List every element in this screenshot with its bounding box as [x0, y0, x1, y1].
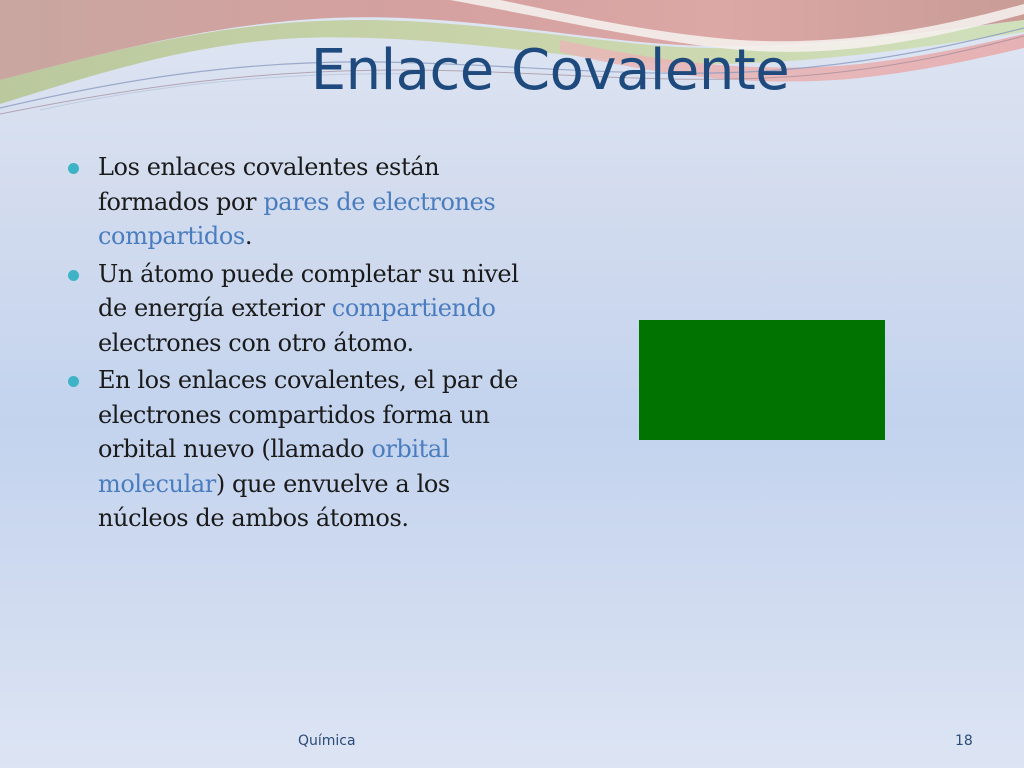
- bullet-item: [60, 150, 530, 254]
- page-number: 18: [955, 733, 973, 749]
- bullet-text-segment: ) que envuelve a los núcleos de ambos átomos.: [98, 469, 450, 532]
- bullet-list: [60, 150, 530, 539]
- highlighted-term: pares de electrones compartidos: [98, 187, 496, 250]
- highlighted-term: orbital molecular: [98, 435, 450, 498]
- bullet-text-segment: Los enlaces covalentes están formados por: [98, 153, 440, 216]
- bullet-text-segment: En los enlaces covalentes, el par de electrones compartidos forma un orbital nuevo (llamado: [98, 366, 518, 463]
- bullet-item: [60, 363, 530, 536]
- slide-title: Enlace Covalente: [310, 38, 790, 103]
- footer-subject: Química: [298, 733, 356, 749]
- bullet-text: [98, 260, 519, 357]
- bullet-item: [60, 257, 530, 361]
- bullet-text: [98, 153, 495, 250]
- bullet-text-segment: Un átomo puede completar su nivel de energía exterior: [98, 259, 519, 322]
- bullet-text: [98, 366, 518, 532]
- highlighted-term: compartiendo: [331, 294, 496, 322]
- media-placeholder[interactable]: [639, 320, 885, 440]
- bullet-text-segment: .: [244, 222, 253, 250]
- bullet-marker-icon: [68, 270, 79, 281]
- bullet-marker-icon: [68, 163, 79, 174]
- bullet-marker-icon: [68, 376, 79, 387]
- bullet-text-segment: electrones con otro átomo.: [98, 328, 414, 357]
